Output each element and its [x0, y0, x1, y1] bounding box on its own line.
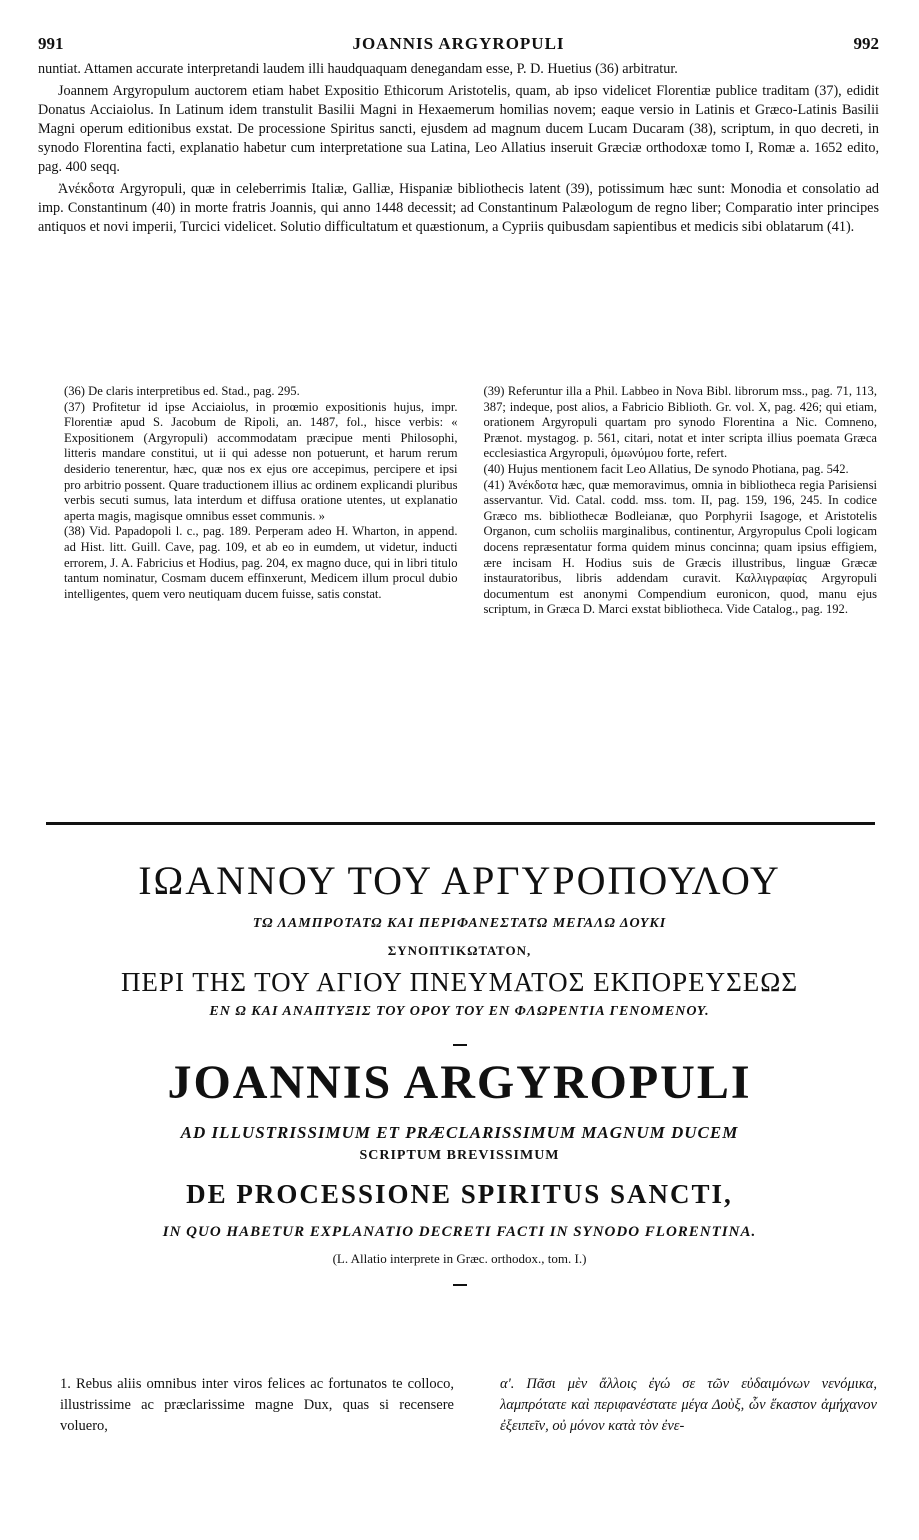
footnote-39: (39) Referuntur illa a Phil. Labbeo in Nova Bibl. librorum mss., pag. 71, 113, 387; indeque, post alios, a Fabricio Biblioth. Gr. vol. X, pag. 426; qui etiam, orationem Argyropuli quartam pro synodo Florentina a Nic. Comneno, Prænot. mystagog. p. 561, citari, notat et inter scripta illius poemata Græca ecclesiastica Argyropuli, ὁμωνύμου forte, refert. — [483, 384, 877, 461]
footnote-40: (40) Hujus mentionem facit Leo Allatius, De synodo Photiana, pag. 542. — [483, 461, 849, 476]
intro-text — [38, 60, 879, 237]
body-text — [60, 1374, 877, 1444]
latin-paragraph-1: 1. Rebus aliis omnibus inter viros felices ac fortunatos te colloco, illustrissime ac præclarissime magne Dux, quas si recensere voluero, — [60, 1376, 454, 1434]
section-rule — [46, 822, 875, 825]
latin-source-note: (L. Allatio interprete in Græc. orthodox., tom. I.) — [332, 1251, 587, 1266]
running-header — [38, 34, 879, 56]
latin-scriptum: SCRIPTUM BREVISSIMUM — [359, 1148, 560, 1163]
greek-column — [500, 1374, 877, 1437]
page-number-left: 991 — [38, 34, 64, 53]
title-divider-2 — [453, 1284, 467, 1286]
intro-paragraph-3: Ἀνέκδοτα Argyropuli, quæ in celeberrimis Italiæ, Galliæ, Hispaniæ bibliothecis latent (39), potissimum hæc sunt: Monodia et consolatio ad imp. Constantinum (40) in morte fratris Joannis, qui anno 1448 decessit; ad Constantinum Palæologum de regno liber; Comparatio inter principes antiquos et novi imperii, Turcici videlicet. Solutio difficultatum et quæstionum, a Cypriis quibusdam sapientibus et medicis sibi oblatarum (41). — [38, 181, 879, 235]
running-title: JOANNIS ARGYROPULI — [352, 34, 565, 53]
footnote-37: (37) Profitetur id ipse Acciaiolus, in proœmio expositionis hujus, impr. Florentiæ apud S. Jacobum de Ripoli, an. 1487, fol., hisce verbis: « Expositionem (Argyropuli) accommodatam præcipue menti Philosophi, litteris mandare constitui, ut ii qui adesse non potuerunt, et harum rerum desiderio tenerentur, hæc, quæ nos ex ejus ore accepimus, percipere et ipsi pro arbitrio possent. Quare traductionem illius ac ordinem explicandi pluribus verbis secuti sumus, lata interdum et diffusa oratione utentes, ut explanatio aperta magis, magisque omnibus esset communis. » — [64, 399, 458, 523]
intro-paragraph-2: Joannem Argyropulum auctorem etiam habet Expositio Ethicorum Aristotelis, quam, ab ipso videlicet Florentiæ publice traditam (37), edidit Donatus Acciaiolus. In Latinum idem transtulit Basilii Magni in Hexaemerum homilias novem; eaque versio in Latinis et Græco-Latinis Basilii Magni operum editionibus exstat. De processione Spiritus sancti, ejusdem ad magnum ducem Lucam Ducaram (38), scriptum, in quo decreti, in synodo Florentina facti, explanatio habetur cum interpretatione sua Latina, Leo Allatius inseruit Græciæ orthodoxæ tomo I, Romæ a. 1652 edito, pag. 400 seqq. — [38, 83, 879, 175]
footnote-38: (38) Vid. Papadopoli l. c., pag. 189. Perperam adeo H. Wharton, in append. ad Hist. litt. Guill. Cave, pag. 109, et ab eo in eumdem, ut videtur, inducti errorem, J. A. Fabricius et Hodius, pag. 204, ex magno duce, qui in libri titulo tantum nominatur, Cosmam ducem effinxerunt, Medicem illum procul dubio intelligentes, quem vero neutiquam ducem fuisse, satis constat. — [64, 524, 458, 601]
latin-title: JOANNIS ARGYROPULI — [167, 1056, 752, 1109]
greek-paragraph-1: α'. Πᾶσι μὲν ἄλλοις ἐγώ σε τῶν εὐδαιμόνων νενόμικα, λαμπρότατε καὶ περιφανέστατε μέγα Δοὺξ, ὧν ἕκαστον ἀμήχανον ἐξειπεῖν, οὐ μόνον κατὰ τὸν ἐνε- — [500, 1376, 877, 1434]
latin-column — [60, 1374, 454, 1437]
greek-dedication: ΤΩ ΛΑΜΠΡΟΤΑΤΩ ΚΑΙ ΠΕΡΙΦΑΝΕΣΤΑΤΩ ΜΕΓΑΛΩ ΔΟΥΚΙ — [252, 916, 667, 931]
intro-paragraph-1: nuntiat. Attamen accurate interpretandi laudem illi haudquaquam denegandam esse, P. D. Huetius (36) arbitratur. — [38, 61, 678, 77]
greek-title: ΙΩΑΝΝΟΥ ΤΟΥ ΑΡΓΥΡΟΠΟΥΛΟΥ — [138, 858, 781, 903]
latin-dedication: AD ILLUSTRISSIMUM ET PRÆCLARISSIMUM MAGNUM DUCEM — [180, 1123, 739, 1142]
greek-explanation: ΕΝ Ω ΚΑΙ ΑΝΑΠΤΥΞΙΣ ΤΟΥ ΟΡΟΥ ΤΟΥ ΕΝ ΦΛΩΡΕΝΤΙΑ ΓΕΝΟΜΕΝΟΥ. — [209, 1004, 710, 1019]
footnote-41: (41) Ἀνέκδοτα hæc, quæ memoravimus, omnia in bibliotheca regia Parisiensi asservantur. Vid. Catal. codd. mss. tom. II, pag. 159, 196, 245. In codice Græco ms. bibliothecæ Bodleianæ, quo Porphyrii Isagoge, et Aristotelis Organon, cum scholiis marginalibus, continentur, Argyropulus Cpoli logicam docens repræsentatur forma quidem minus concinna; quam ipsius effigiem, ære incisam H. Hodius suis de Græcis illustribus, linguæ Græcæ instauratoribus, libris addendam curavit. Καλλιγραφίας Argyropuli documentum est anonymi Compendium euronicon, quod, manu ejus scriptum, in Græca D. Marci exstat bibliotheca. Vide Catalog., pag. 192. — [483, 477, 877, 617]
latin-explanation: IN QUO HABETUR EXPLANATIO DECRETI FACTI IN SYNODO FLORENTINA. — [162, 1224, 757, 1240]
greek-synoptikotaton: ΣΥΝΟΠΤΙΚΩΤΑΤΟΝ, — [387, 943, 532, 958]
footnote-36: (36) De claris interpretibus ed. Stad., pag. 295. — [64, 384, 300, 398]
footnotes — [64, 384, 877, 786]
title-divider — [453, 1044, 467, 1046]
latin-subject: DE PROCESSIONE SPIRITUS SANCTI, — [186, 1179, 733, 1209]
title-block — [0, 858, 919, 1286]
greek-subject: ΠΕΡΙ ΤΗΣ ΤΟΥ ΑΓΙΟΥ ΠΝΕΥΜΑΤΟΣ ΕΚΠΟΡΕΥΣΕΩΣ — [120, 967, 799, 997]
page-number-right: 992 — [853, 34, 879, 53]
